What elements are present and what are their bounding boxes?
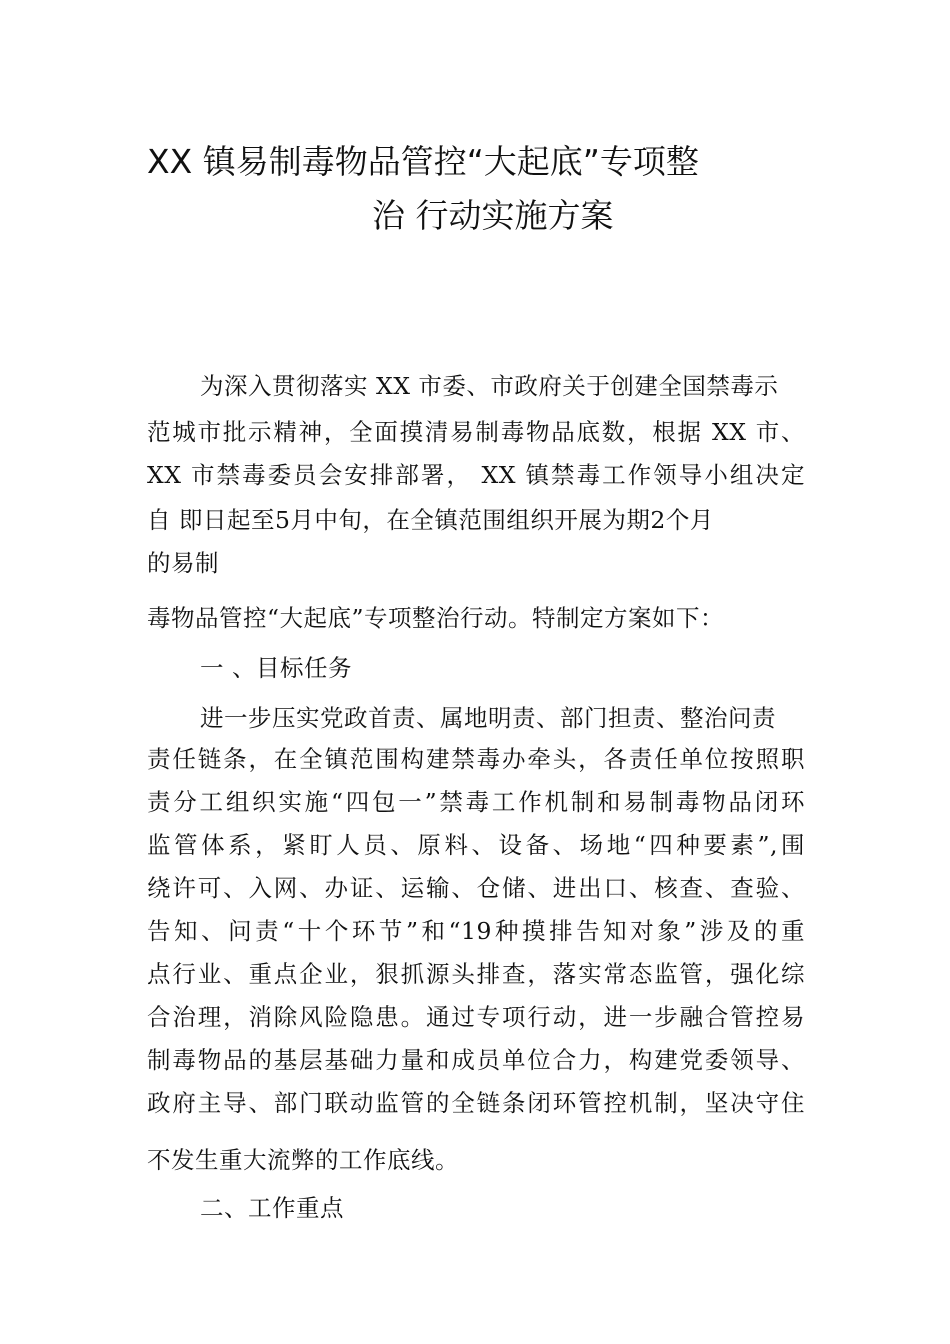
paragraph-line: 不发生重大流弊的工作底线。	[147, 1146, 459, 1174]
paragraph-line: 合治理，消除风险隐患。通过专项行动，进一步融合管控易	[147, 1003, 805, 1031]
document-title-line-1: XX 镇易制毒物品管控“大起底”专项整	[147, 142, 699, 181]
paragraph-line: 监管体系，紧盯人员、原料、设备、场地“四种要素”,围	[147, 831, 805, 859]
paragraph-line: 政府主导、部门联动监管的全链条闭环管控机制，坚决守住	[147, 1089, 805, 1117]
paragraph-line: 点行业、重点企业，狠抓源头排查，落实常态监管，强化综	[147, 960, 805, 988]
paragraph-line: 告知、问责“十个环节”和“19种摸排告知对象”涉及的重	[147, 917, 805, 945]
paragraph-line: 制毒物品的基层基础力量和成员单位合力，构建党委领导、	[147, 1046, 805, 1074]
paragraph-line: 绕许可、入网、办证、运输、仓储、进出口、核查、查验、	[147, 874, 805, 902]
paragraph-line: 进一步压实党政首责、属地明责、部门担责、整治问责	[200, 704, 776, 732]
paragraph-line: 自 即日起至5月中旬，在全镇范围组织开展为期2个月	[147, 506, 714, 534]
section-heading: 二、工作重点	[200, 1194, 344, 1222]
section-heading: 一 、目标任务	[200, 654, 352, 682]
paragraph-line: XX 市禁毒委员会安排部署， XX 镇禁毒工作领导小组决定	[147, 461, 805, 489]
paragraph-line: 为深入贯彻落实 XX 市委、市政府关于创建全国禁毒示	[200, 372, 779, 400]
paragraph-line: 责分工组织实施“四包一”禁毒工作机制和易制毒物品闭环	[147, 788, 805, 816]
paragraph-line: 的易制	[147, 549, 219, 577]
paragraph-line: 范城市批示精神，全面摸清易制毒物品底数，根据 XX 市、	[147, 418, 805, 446]
paragraph-line: 责任链条，在全镇范围构建禁毒办牵头，各责任单位按照职	[147, 745, 805, 773]
paragraph-line: 毒物品管控“大起底”专项整治行动。特制定方案如下：	[147, 604, 725, 632]
document-title-line-2: 治 行动实施方案	[372, 196, 614, 235]
